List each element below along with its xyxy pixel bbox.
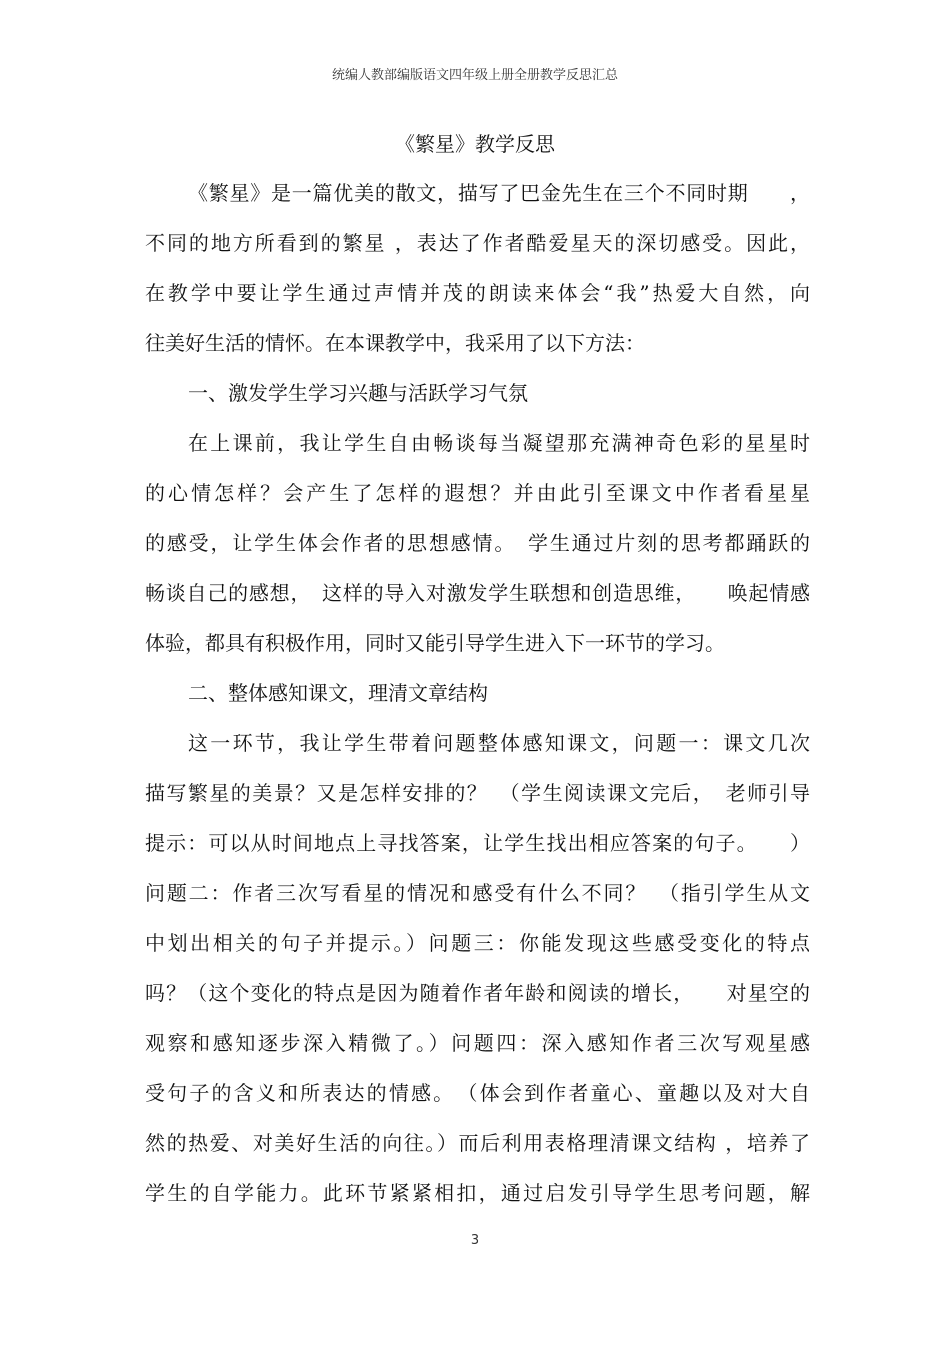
paragraph-line: 观察和感知逐步深入精微了。）问题四：深入感知作者三次写观星感 <box>145 1031 810 1055</box>
section-heading: 一、激发学生学习兴趣与活跃学习气氛 <box>188 381 528 405</box>
paragraph-line: 问题二：作者三次写看星的情况和感受有什么不同？ （指引学生从文 <box>145 881 810 905</box>
paragraph-line: 提示：可以从时间地点上寻找答案，让学生找出相应答案的句子。 ） <box>145 831 810 855</box>
paragraph-line: 体验，都具有积极作用，同时又能引导学生进入下一环节的学习。 <box>145 631 725 655</box>
paragraph-line: 不同的地方所看到的繁星 ，表达了作者酷爱星天的深切感受。因此， <box>145 231 810 255</box>
paragraph-line: 描写繁星的美景？又是怎样安排的？ （学生阅读课文完后， 老师引导 <box>145 781 810 805</box>
document-title: 《繁星》教学反思 <box>395 132 555 156</box>
page-number: 3 <box>470 1233 480 1248</box>
paragraph-line: 往美好生活的情怀。在本课教学中，我采用了以下方法： <box>145 331 645 355</box>
paragraph-line: 在上课前，我让学生自由畅谈每当凝望那充满神奇色彩的星星时 <box>188 431 810 455</box>
paragraph-line: 中划出相关的句子并提示。）问题三：你能发现这些感受变化的特点 <box>145 931 810 955</box>
paragraph-line: 的感受，让学生体会作者的思想感情。 学生通过片刻的思考都踊跃的 <box>145 531 810 555</box>
paragraph-line: 在教学中要让学生通过声情并茂的朗读来体会“我”热爱大自然，向 <box>145 281 810 305</box>
paragraph-line: 的心情怎样？会产生了怎样的遐想？并由此引至课文中作者看星星 <box>145 481 810 505</box>
paragraph-line: 学生的自学能力。此环节紧紧相扣，通过启发引导学生思考问题，解 <box>145 1181 810 1205</box>
section-heading: 二、整体感知课文，理清文章结构 <box>188 681 488 705</box>
paragraph-line: 吗？（这个变化的特点是因为随着作者年龄和阅读的增长， 对星空的 <box>145 981 810 1005</box>
paragraph-line: 畅谈自己的感想， 这样的导入对激发学生联想和创造思维， 唤起情感 <box>145 581 810 605</box>
running-header: 统编人教部编版语文四年级上册全册教学反思汇总 <box>331 68 618 83</box>
paragraph-line: 这一环节，我让学生带着问题整体感知课文，问题一：课文几次 <box>188 731 810 755</box>
paragraph-line: 然的热爱、对美好生活的向往。）而后利用表格理清课文结构 ，培养了 <box>145 1131 810 1155</box>
paragraph-line: 受句子的含义和所表达的情感。 （体会到作者童心、童趣以及对大自 <box>145 1081 810 1105</box>
paragraph-line: 《繁星》是一篇优美的散文，描写了巴金先生在三个不同时期 ， <box>188 181 810 205</box>
